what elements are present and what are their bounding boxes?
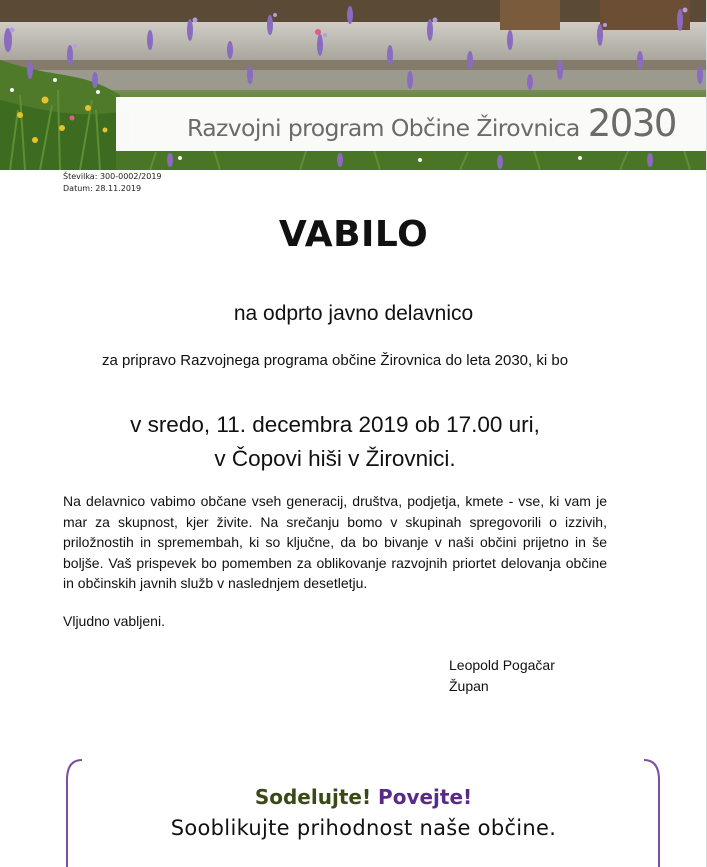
callout-frame: [64, 758, 662, 867]
event-date-time: v sredo, 11. decembra 2019 ob 17.00 uri,: [130, 412, 540, 437]
signature-name: Leopold Pogačar: [449, 657, 555, 673]
document-date: Datum: 28.11.2019: [63, 184, 142, 193]
callout-povejte: Povejte!: [378, 785, 473, 809]
callout-sodelujte: Sodelujte!: [254, 785, 372, 809]
banner-year: 2030: [587, 102, 676, 145]
banner-title: [187, 100, 676, 148]
event-details: [0, 408, 670, 476]
event-location: v Čopovi hiši v Žirovnici.: [214, 446, 456, 471]
document-subtitle: na odprto javno delavnico: [233, 302, 474, 325]
document-title: VABILO: [278, 214, 429, 255]
document-intro: za pripravo Razvojnega programa občine Žirovnica do leta 2030, ki bo: [101, 352, 569, 369]
callout-tagline: Sooblikujte prihodnost naše občine.: [170, 816, 557, 840]
greeting: Vljudno vabljeni.: [63, 613, 165, 629]
document-number: Številka: 300-0002/2019: [63, 172, 162, 181]
invitation-body: Na delavnico vabimo občane vseh generacij, društva, podjetja, kmete - vse, ki vam je mar za skupnost, kjer živite. Na srečanju bomo v skupinah spregovorili o izzivih, priložnostih in spremembah, ki so ključne, da bo bivanje v naši občini prijetno in še boljše. Vaš prispevek bo pomemben za oblikovanje razvojnih priortet delovanja občine in občinskih javnih služb v naslednjem desetletju.: [63, 493, 607, 591]
signature-title: Župan: [449, 677, 489, 694]
callout-headline: [0, 785, 707, 809]
signature-block: [449, 655, 555, 696]
banner-program-name: Razvojni program Občine Žirovnica: [187, 114, 580, 142]
